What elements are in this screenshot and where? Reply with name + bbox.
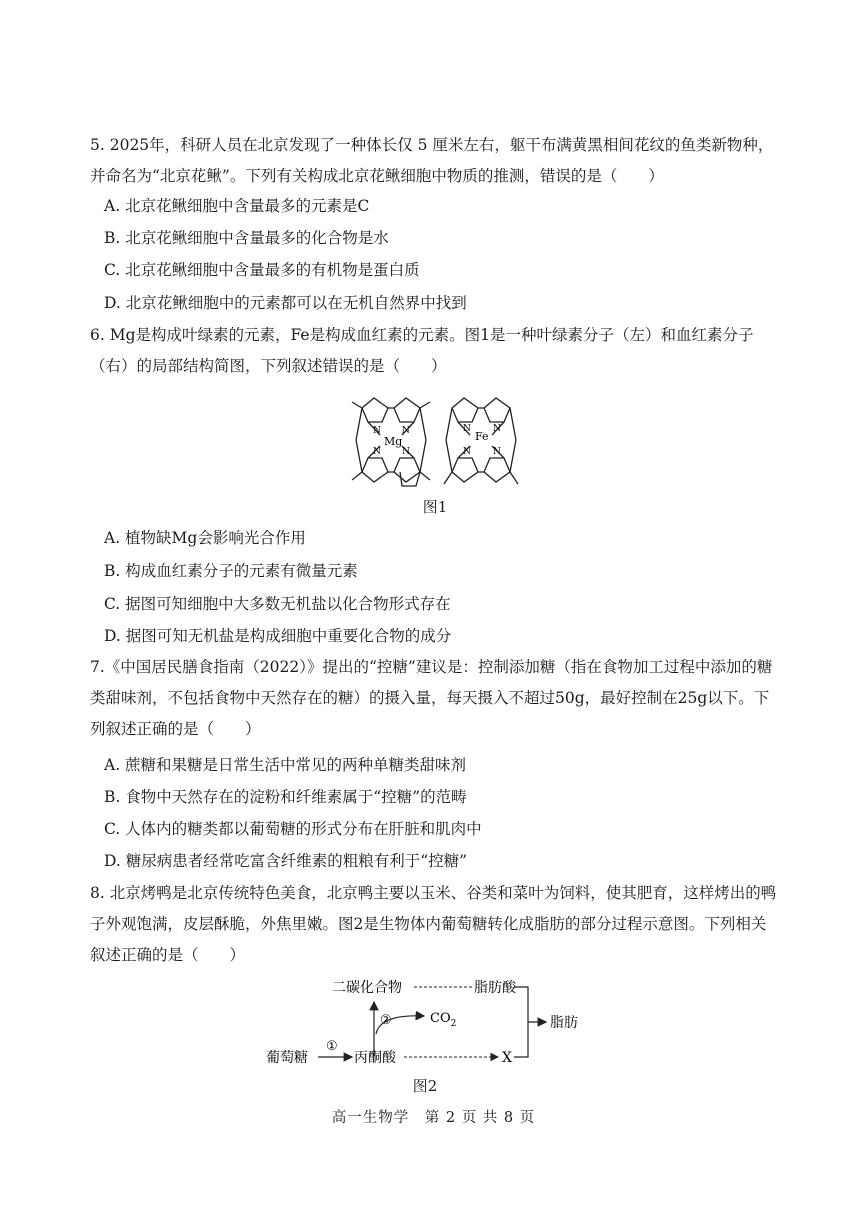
question-8-stem: 8. 北京烤鸭是北京传统特色美食，北京鸭主要以玉米、谷类和菜叶为饲料，使其肥育，这样烤出的鸭子外观饱满，皮层酥脆，外焦里嫩。图2是生物体内葡萄糖转化成脂肪的部分过程示意图。下列相关叙述正确的是（ ） [90, 884, 777, 964]
figure-1-caption: 图1 [422, 498, 448, 516]
question-5-option-b: B. 北京花鳅细胞中含量最多的化合物是水 [104, 229, 389, 247]
chlorophyll-n-3: N [373, 447, 381, 457]
pyruvate-label: 丙酮酸 [354, 1050, 396, 1066]
question-6-option-c: C. 据图可知细胞中大多数无机盐以化合物形式存在 [104, 595, 451, 613]
step-2-label: ② [380, 1013, 392, 1028]
question-7-option-d: D. 糖尿病患者经常吃富含纤维素的粗粮有利于“控糖” [104, 852, 468, 870]
page-footer: 高一生物学 第 2 页 共 8 页 [331, 1110, 536, 1126]
question-5-option-a: A. 北京花鳅细胞中含量最多的元素是C [104, 197, 370, 215]
heme-n-2: N [493, 424, 501, 434]
question-5-option-c: C. 北京花鳅细胞中含量最多的有机物是蛋白质 [104, 261, 420, 279]
question-6-option-b: B. 构成血红素分子的元素有微量元素 [104, 562, 358, 580]
chlorophyll-mg-label: Mg [384, 435, 403, 448]
question-6-option-a: A. 植物缺Mg会影响光合作用 [104, 529, 306, 547]
question-6-option-d: D. 据图可知无机盐是构成细胞中重要化合物的成分 [104, 627, 452, 645]
question-5-option-d: D. 北京花鳅细胞中的元素都可以在无机自然界中找到 [104, 294, 467, 312]
heme-n-1: N [463, 424, 471, 434]
question-5-stem: 5. 2025年，科研人员在北京发现了一种体长仅 5 厘米左右，躯干布满黄黑相间花纹的鱼类新物种，并命名为“北京花鳅”。下列有关构成北京花鳅细胞中物质的推测，错误的是（ ） [90, 136, 774, 185]
heme-fe-label: Fe [475, 430, 489, 443]
heme-n-3: N [463, 447, 471, 457]
fat-label: 脂肪 [550, 1015, 578, 1031]
chlorophyll-n-1: N [373, 426, 381, 436]
x-label: X [502, 1050, 512, 1066]
chlorophyll-n-4: N [402, 447, 410, 457]
step-1-label: ① [326, 1039, 338, 1054]
heme-n-4: N [493, 447, 501, 457]
question-7-option-b: B. 食物中天然存在的淀粉和纤维素属于“控糖”的范畴 [104, 788, 467, 806]
question-7-stem: 7.《中国居民膳食指南（2022）》提出的“控糖”建议是：控制添加糖（指在食物加工过程中添加的糖类甜味剂，不包括食物中天然存在的糖）的摄入量，每天摄入不超过50g，最好控制在25g以下。下列叙述正确的是（ ） [90, 658, 773, 738]
co2-label: $CO_2$ [430, 1011, 457, 1029]
figure-2-pathway [262, 972, 622, 1072]
bracket-to-fat [514, 987, 528, 1057]
question-7-option-c: C. 人体内的糖类都以葡萄糖的形式分布在肝脏和肌肉中 [104, 820, 482, 838]
fatty-acid-label: 脂肪酸 [474, 980, 516, 996]
glucose-label: 葡萄糖 [266, 1050, 308, 1066]
figure-1-molecules [340, 390, 530, 490]
question-7-option-a: A. 蔗糖和果糖是日常生活中常见的两种单糖类甜味剂 [104, 756, 467, 774]
two-carbon-compound-label: 二碳化合物 [332, 980, 402, 996]
chlorophyll-n-2: N [402, 426, 410, 436]
question-6-stem: 6. Mg是构成叶绿素的元素，Fe是构成血红素的元素。图1是一种叶绿素分子（左）和血红素分子（右）的局部结构简图，下列叙述错误的是（ ） [90, 326, 754, 375]
figure-2-caption: 图2 [412, 1077, 438, 1095]
